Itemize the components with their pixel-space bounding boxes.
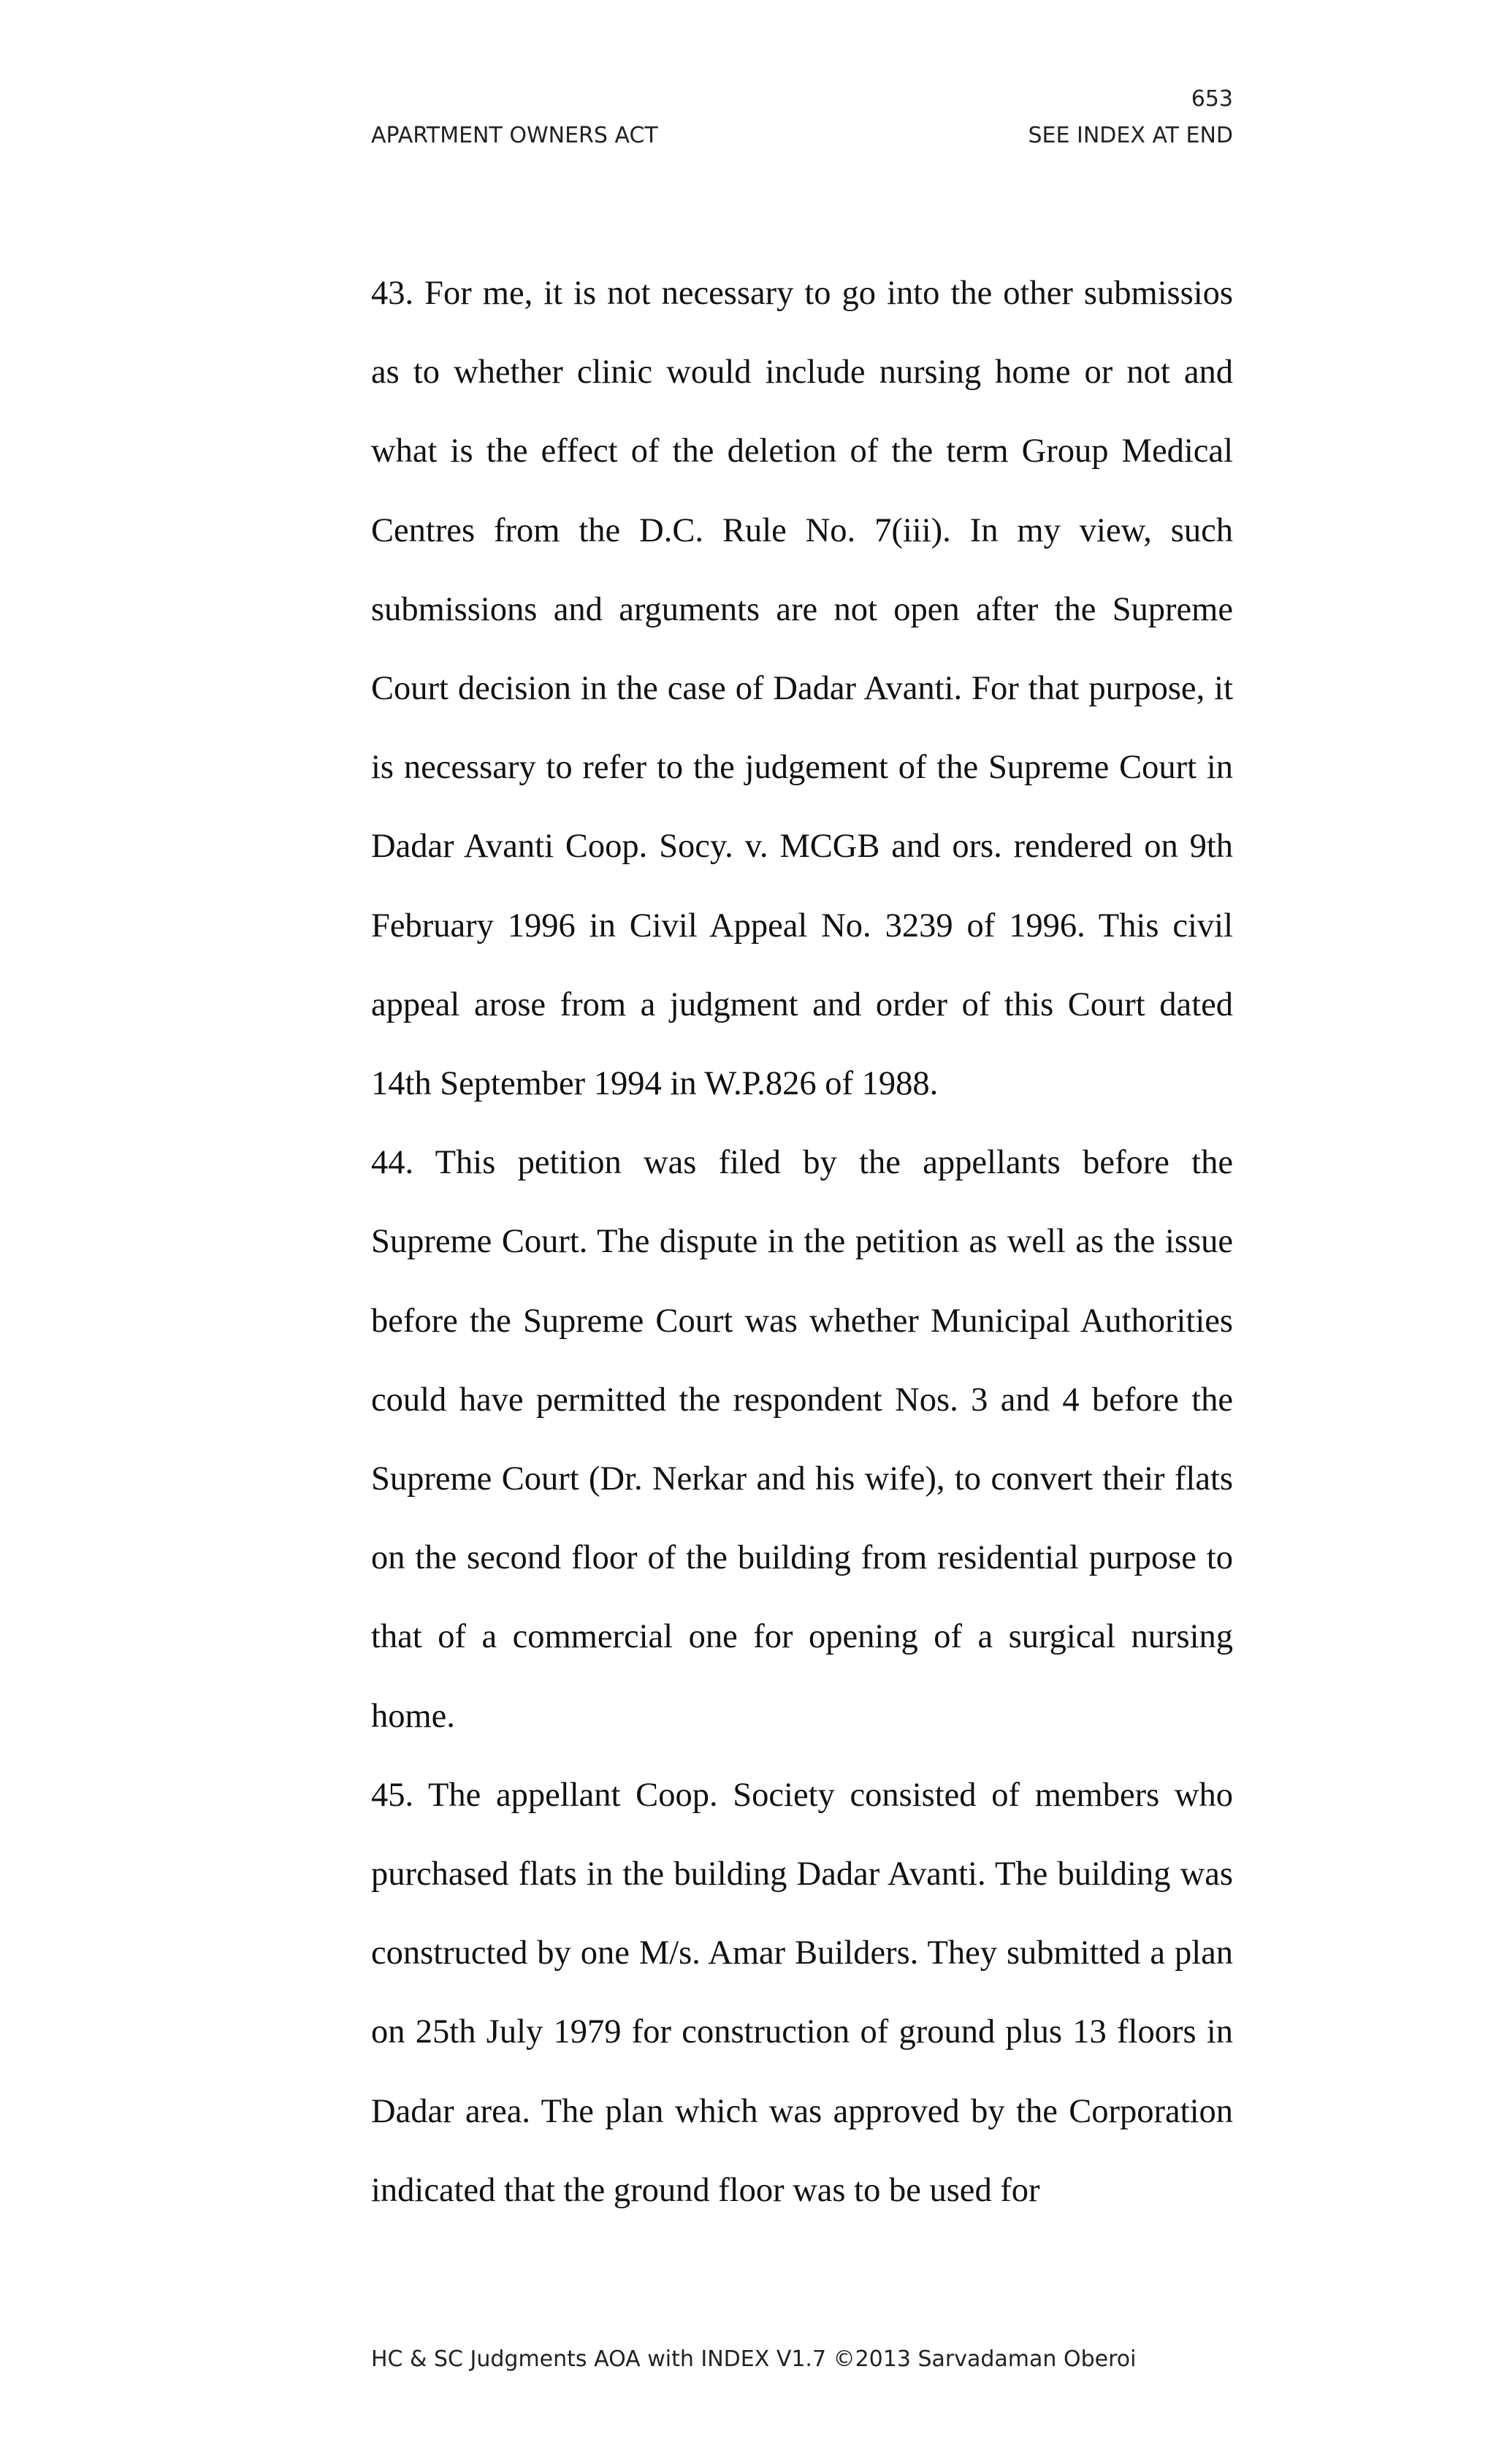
paragraph-44: 44. This petition was filed by the appellants before the Supreme Court. The dispute in the petition as well as the issue before the Supreme Court was whether Municipal Authorities could have permitted the respondent Nos. 3 and 4 before the Supreme Court (Dr. Nerkar and his wife), to convert their flats on the second floor of the building from residential purpose to that of a commercial one for opening of a surgical nursing home. [371, 1144, 1233, 1735]
paragraph-43: 43. For me, it is not necessary to go into the other submissios as to whether clinic would include nursing home or not and what is the effect of the deletion of the term Group Medical Centres from the D.C. Rule No. 7(iii). In my view, such submissions and arguments are not open after the Supreme Court decision in the case of Dadar Avanti. For that purpose, it is necessary to refer to the judgement of the Supreme Court in Dadar Avanti Coop. Socy. v. MCGB and ors. rendered on 9th February 1996 in Civil Appeal No. 3239 of 1996. This civil appeal arose from a judgment and order of this Court dated 14th September 1994 in W.P.826 of 1988. [371, 275, 1233, 1103]
page-footer: HC & SC Judgments AOA with INDEX V1.7 ©2013 Sarvadaman Oberoi [371, 2346, 1137, 2372]
running-header-title: APARTMENT OWNERS ACT [371, 123, 658, 148]
judgment-body [371, 254, 1233, 2230]
paragraph-45: 45. The appellant Coop. Society consisted of members who purchased flats in the building Dadar Avanti. The building was constructed by one M/s. Amar Builders. They submitted a plan on 25th July 1979 for construction of ground plus 13 floors in Dadar area. The plan which was approved by the Corporation indicated that the ground floor was to be used for [371, 1776, 1233, 2209]
running-header-index-note: SEE INDEX AT END [1028, 123, 1233, 148]
page-number: 653 [1191, 86, 1233, 112]
